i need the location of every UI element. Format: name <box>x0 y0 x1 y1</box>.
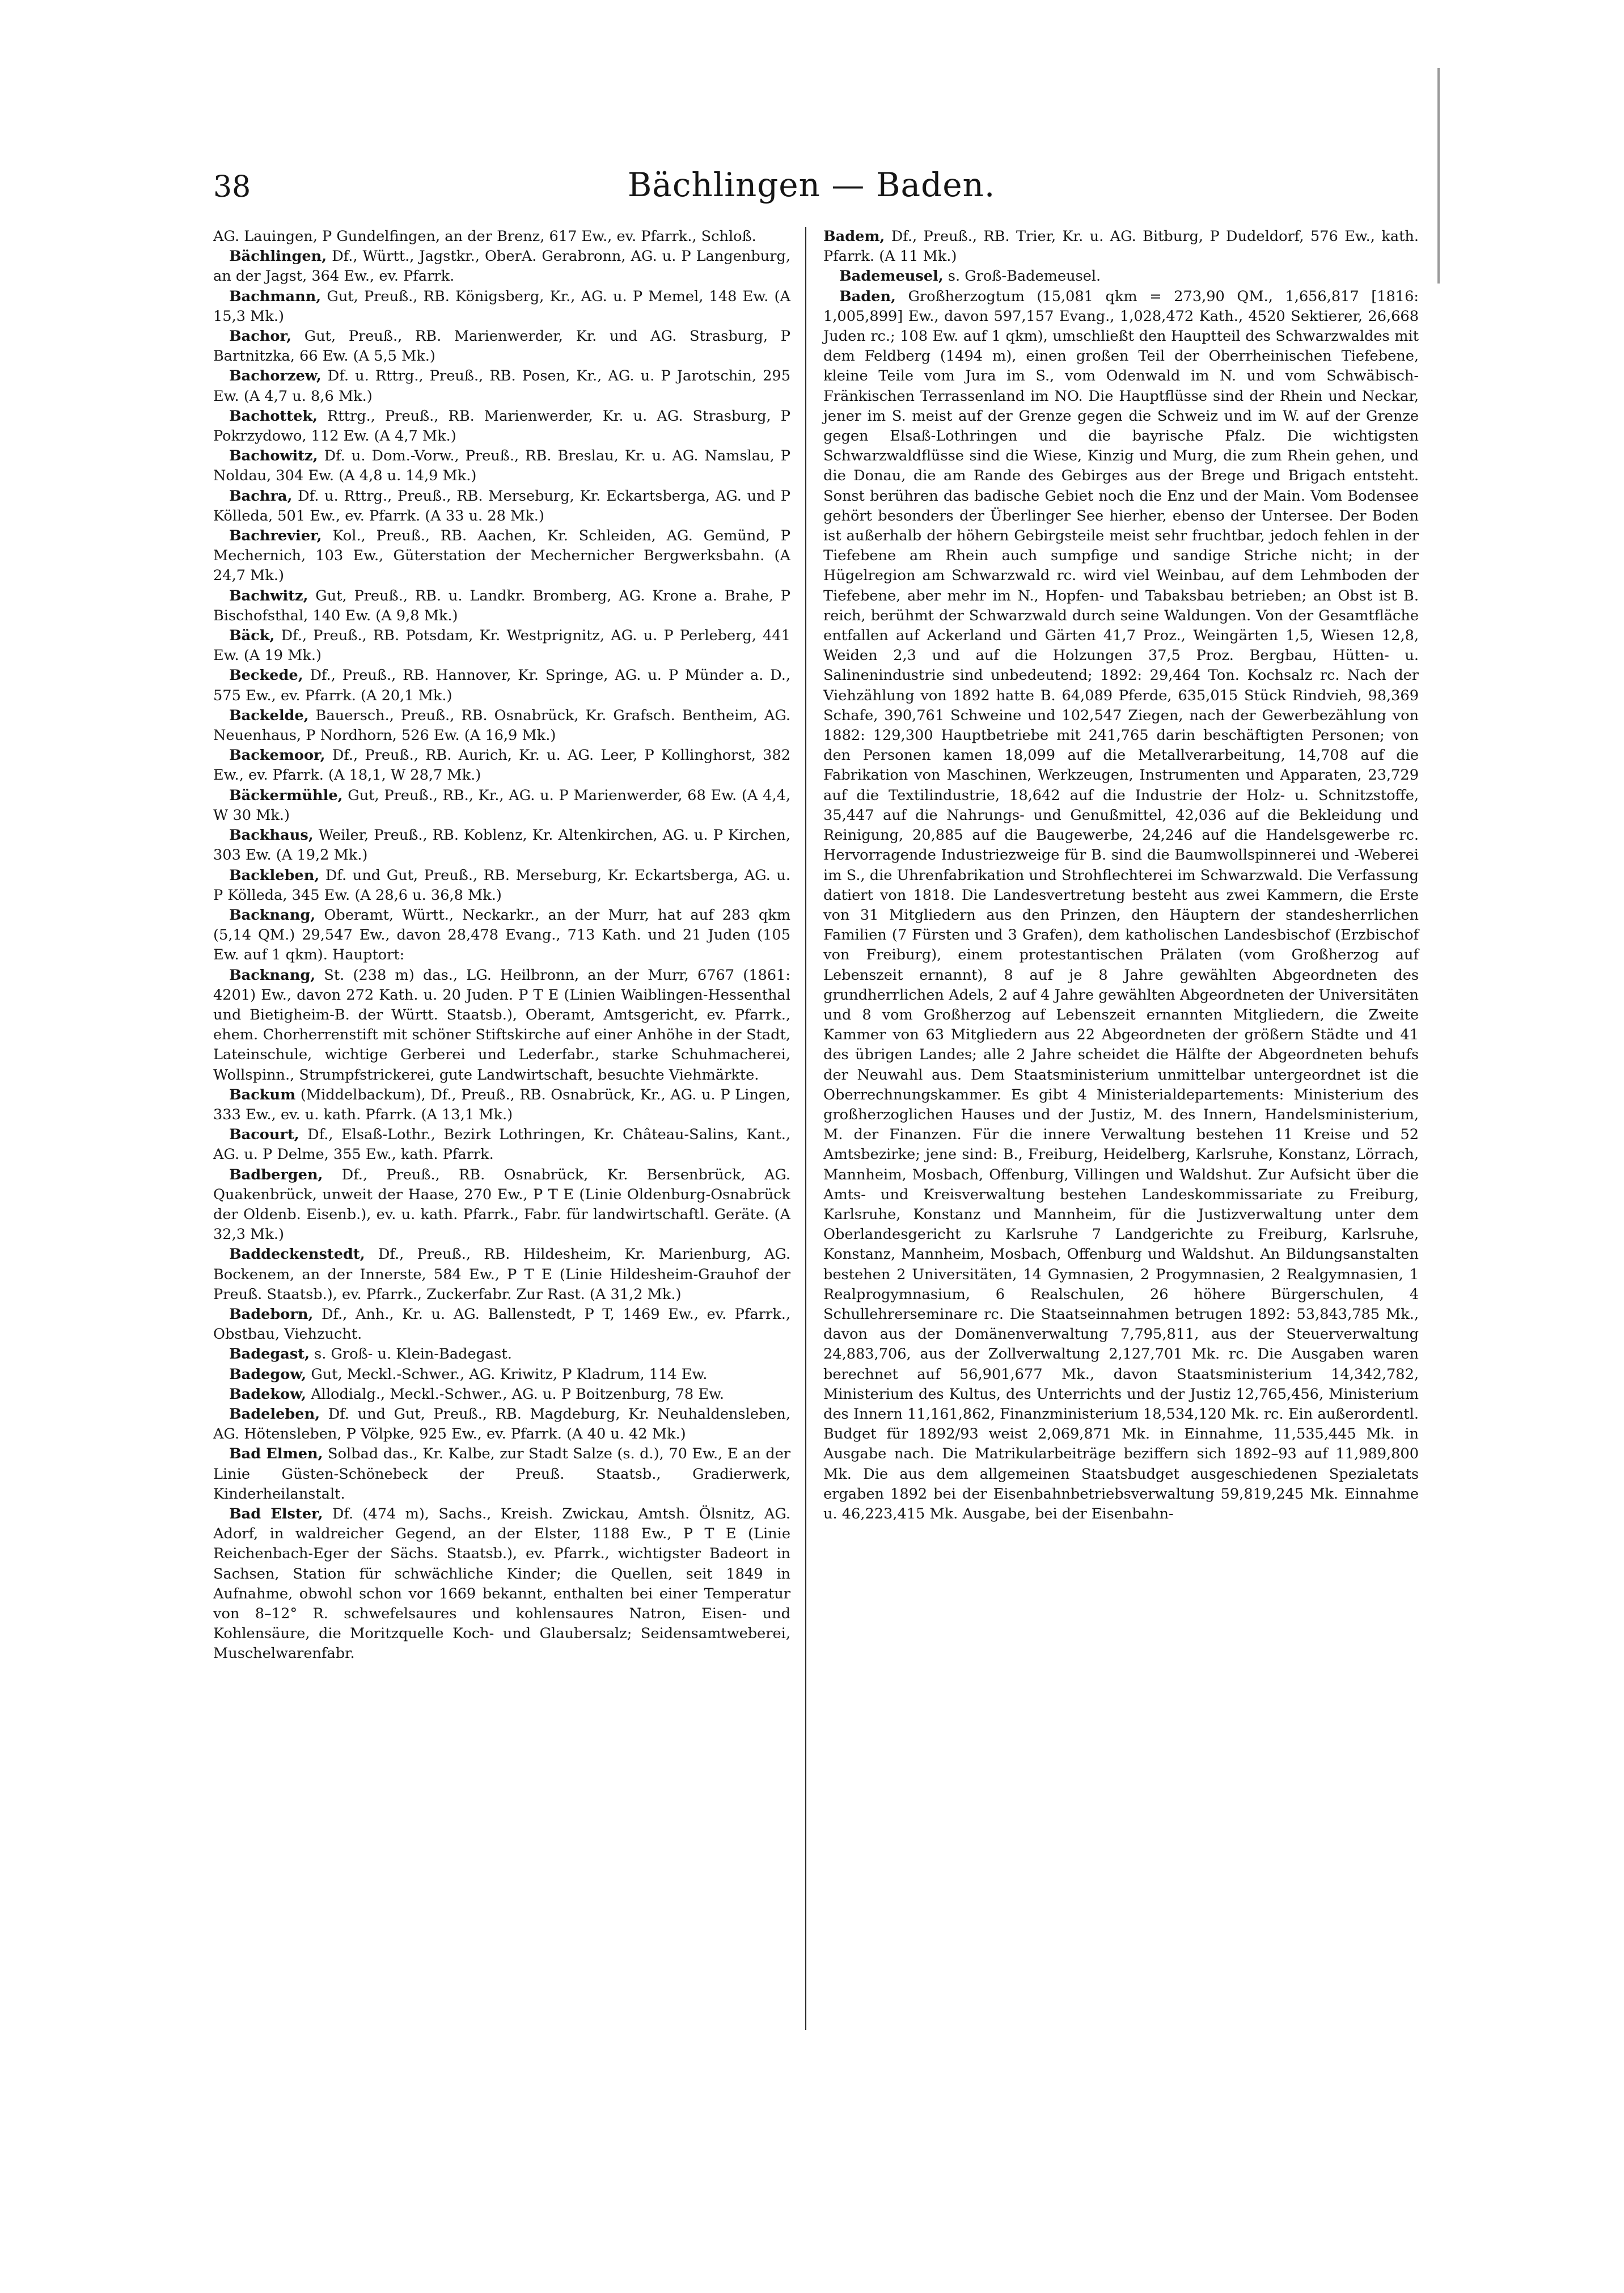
entry-text: Solbad das., Kr. Kalbe, zur Stadt Salze (s. d.), 70 Ew., E an der Linie Güsten-Schönebeck der Preuß. Staatsb., Gradierwerk, Kinderheilanstalt. <box>213 1445 790 1503</box>
dictionary-entry <box>213 706 790 746</box>
entry-headword: Beckede, <box>229 667 303 684</box>
entry-text: Bauersch., Preuß., RB. Osnabrück, Kr. Grafsch. Bentheim, AG. Neuenhaus, P Nordhorn, 526 Ew. (A 16,9 Mk.) <box>213 706 790 744</box>
scan-edge-mark <box>1437 68 1440 284</box>
dictionary-entry <box>213 1365 790 1385</box>
entry-text: Df., Württ., Jagstkr., OberA. Gerabronn, AG. u. P Langenburg, an der Jagst, 364 Ew., ev. Pfarrk. <box>213 248 790 285</box>
entry-text: Df., Preuß., RB. Osnabrück, Kr. Bersenbrück, AG. Quakenbrück, unweit der Haase, 270 Ew., P T E (Linie Oldenburg-Osnabrück der Oldenb. Eisenb.), ev. u. kath. Pfarrk., Fabr. für landwirtschaftl. Geräte. (A 32,3 Mk.) <box>213 1166 790 1243</box>
entry-text: Gut, Preuß., RB., Kr., AG. u. P Marienwerder, 68 Ew. (A 4,4, W 30 Mk.) <box>213 786 790 824</box>
entry-headword: Badeleben, <box>229 1405 320 1423</box>
dictionary-entry <box>213 1305 790 1344</box>
dictionary-entry <box>213 586 790 626</box>
entry-text: Df., Elsaß-Lothr., Bezirk Lothringen, Kr. Château-Salins, Kant., AG. u. P Delme, 355 Ew., kath. Pfarrk. <box>213 1126 790 1164</box>
dictionary-entry <box>213 866 790 906</box>
dictionary-entry <box>213 366 790 406</box>
entry-text: Df., Preuß., RB. Hildesheim, Kr. Marienburg, AG. Bockenem, an der Innerste, 584 Ew., P T E (Linie Hildesheim-Grauhof der Preuß. Staatsb.), ev. Pfarrk., Zuckerfabr. Zur Rast. (A 31,2 Mk.) <box>213 1246 790 1303</box>
entry-headword: Badekow, <box>229 1385 307 1403</box>
entry-text: Df. u. Rttrg., Preuß., RB. Merseburg, Kr. Eckartsberga, AG. und P Kölleda, 501 Ew., ev. Pfarrk. (A 33 u. 28 Mk.) <box>213 487 790 524</box>
entry-text: Df. und Gut, Preuß., RB. Merseburg, Kr. Eckartsberga, AG. u. P Kölleda, 345 Ew. (A 28,6 u. 36,8 Mk.) <box>213 866 790 904</box>
entry-headword: Bademeusel, <box>839 268 944 285</box>
entry-headword: Bachottek, <box>229 407 318 425</box>
dictionary-entry <box>213 1245 790 1305</box>
dictionary-entry <box>213 526 790 586</box>
entry-text: Gut, Meckl.-Schwer., AG. Kriwitz, P Kladrum, 114 Ew. <box>306 1365 708 1383</box>
entry-headword: Bachrevier, <box>229 527 322 545</box>
dictionary-entry <box>213 746 790 785</box>
right-column <box>823 227 1419 2259</box>
dictionary-entry <box>213 786 790 826</box>
entry-headword: Backnang, <box>229 966 316 984</box>
entry-headword: Bachor, <box>229 328 292 345</box>
entry-text: Df. u. Rttrg., Preuß., RB. Posen, Kr., AG. u. P Jarotschin, 295 Ew. (A 4,7 u. 8,6 Mk.) <box>213 367 790 405</box>
entry-text: Rttrg., Preuß., RB. Marienwerder, Kr. u. AG. Strasburg, P Pokrzydowo, 112 Ew. (A 4,7 Mk.) <box>213 407 790 445</box>
entry-headword: Badegow, <box>229 1365 307 1383</box>
dictionary-entry <box>823 227 1419 266</box>
dictionary-entry <box>213 906 790 966</box>
entry-text: Df., Anh., Kr. u. AG. Ballenstedt, P T, 1469 Ew., ev. Pfarrk., Obstbau, Viehzucht. <box>213 1305 790 1343</box>
entry-text: Kol., Preuß., RB. Aachen, Kr. Schleiden, AG. Gemünd, P Mechernich, 103 Ew., Güterstation der Mechernicher Bergwerksbahn. (A 24,7 Mk.) <box>213 527 790 585</box>
entry-text: Weiler, Preuß., RB. Koblenz, Kr. Altenkirchen, AG. u. P Kirchen, 303 Ew. (A 19,2 Mk.) <box>213 827 790 864</box>
entry-text: Allodialg., Meckl.-Schwer., AG. u. P Boitzenburg, 78 Ew. <box>306 1385 725 1403</box>
dictionary-entry <box>213 227 790 247</box>
entry-text: Df., Preuß., RB. Hannover, Kr. Springe, AG. u. P Münder a. D., 575 Ew., ev. Pfarrk. (A 20,1 Mk.) <box>213 667 790 704</box>
dictionary-entry <box>823 266 1419 286</box>
dictionary-entry <box>213 1404 790 1444</box>
entry-headword: Bad Elster, <box>229 1505 323 1522</box>
dictionary-entry <box>213 446 790 486</box>
entry-headword: Bachorzew, <box>229 367 322 385</box>
entry-text: AG. Lauingen, P Gundelfingen, an der Brenz, 617 Ew., ev. Pfarrk., Schloß. <box>213 228 756 245</box>
dictionary-entry <box>213 407 790 446</box>
dictionary-entry <box>213 1344 790 1364</box>
dictionary-entry <box>213 1385 790 1404</box>
entry-headword: Bäck, <box>229 627 275 645</box>
entry-text: s. Groß- u. Klein-Badegast. <box>310 1346 512 1363</box>
entry-headword: Backhaus, <box>229 827 314 844</box>
dictionary-entry <box>213 1444 790 1504</box>
entry-text: s. Groß-Bademeusel. <box>943 268 1101 285</box>
column-divider <box>805 227 806 2030</box>
entry-headword: Badegast, <box>229 1346 310 1363</box>
entry-headword: Badem, <box>823 228 885 245</box>
entry-headword: Backum <box>229 1086 296 1103</box>
dictionary-entry <box>213 966 790 1085</box>
dictionary-entry <box>213 666 790 705</box>
dictionary-entry <box>213 1165 790 1245</box>
dictionary-entry <box>213 486 790 526</box>
entry-text: Gut, Preuß., RB. Marienwerder, Kr. und AG. Strasburg, P Bartnitzka, 66 Ew. (A 5,5 Mk.) <box>213 328 790 365</box>
entry-text: Df. und Gut, Preuß., RB. Magdeburg, Kr. Neuhaldensleben, AG. Hötensleben, P Völpke, 925 Ew., ev. Pfarrk. (A 40 u. 42 Mk.) <box>213 1405 790 1443</box>
entry-headword: Badeborn, <box>229 1305 314 1323</box>
entry-text: Großherzogtum (15,081 qkm = 273,90 QM., 1,656,817 [1816: 1,005,899] Ew., davon 597,157 Evang., 1,028,472 Kath., 4520 Sektierer, 26,668 Juden rc.; 108 Ew. auf 1 qkm), umschließt den Hauptteil des Schwarzwaldes mit dem Feldberg (1494 m), einen großen Teil der Oberrheinischen Tiefebene, kleine Teile vom Jura im S., vom Odenwald im N. und vom Schwäbisch-Fränkischen Terrassenland im NO. Die Hauptflüsse sind der Rhein und Neckar, jener im S. meist auf der Grenze gegen die Schweiz und im W. auf der Grenze gegen Elsaß-Lothringen und die bayrische Pfalz. Die wichtigsten Schwarzwaldflüsse sind die Wiese, Kinzig und Murg, die zum Rhein gehen, und die Donau, die am Rande des Gebirges aus der Brege und Brigach entsteht. Sonst berühren das badische Gebiet noch die Enz und der Main. Vom Bodensee gehört besonders der Überlinger See hierher, ebenso der Untersee. Der Boden ist außerhalb der höhern Gebirgsteile meist sehr fruchtbar, jedoch fehlen in der Tiefebene am Rhein auch sumpfige und sandige Striche nicht; in der Hügelregion am Schwarzwald rc. wird viel Weinbau, auf dem Lehmboden der Tiefebene, aber mehr im N., Hopfen- und Tabaksbau betrieben; an Obst ist B. reich, berühmt der Schwarzwald durch seine Waldungen. Von der Gesamtfläche entfallen auf Ackerland und Gärten 41,7 Proz., Weingärten 1,5, Wiesen 12,8, Weiden 2,3 und auf die Holzungen 37,5 Proz. Bergbau, Hütten- u. Salinenindustrie sind unbedeutend; 1892: 29,464 Ton. Kochsalz rc. Nach der Viehzählung von 1892 hatte B. 64,089 Pferde, 635,015 Stück Rindvieh, 98,369 Schafe, 390,761 Schweine und 102,547 Ziegen, nach der Gewerbezählung von 1882: 129,300 Hauptbetriebe mit 241,765 darin beschäftigten Personen; von den Personen kamen 18,099 auf die Metallverarbeitung, 14,708 auf die Fabrikation von Maschinen, Werkzeugen, Instrumenten und Apparaten, 23,729 auf die Textilindustrie, 18,642 auf die Industrie der Holz- u. Schnitzstoffe, 35,447 auf die Nahrungs- und Genußmittel, 42,036 auf die Bekleidung und Reinigung, 20,885 auf die Baugewerbe, 24,246 auf die Handelsgewerbe rc. Hervorragende Industriezweige für B. sind die Baumwollspinnerei und -Weberei im S., die Uhrenfabrikation und Strohflechterei im Schwarzwald. Die Verfassung datiert von 1818. Die Landesvertretung besteht aus zwei Kammern, die Erste von 31 Mitgliedern aus den Prinzen, den Häuptern der standesherrlichen Familien (7 Fürsten und 3 Grafen), dem katholischen Landesbischof (Erzbischof von Freiburg), einem protestantischen Prälaten (vom Großherzog auf Lebenszeit ernannt), 8 auf je 8 Jahre gewählten Abgeordneten des grundherrlichen Adels, 2 auf 4 Jahre gewählten Abgeordneten der Universitäten und 8 vom Großherzog auf Lebenszeit ernannten Mitgliedern, die Zweite Kammer von 63 Mitgliedern aus 22 Abgeordneten der größern Städte und 41 des übrigen Landes; alle 2 Jahre scheidet die Hälfte der Abgeordneten behufs der Neuwahl aus. Dem Staatsministerium unmittelbar untergeordnet ist die Oberrechnungskammer. Es gibt 4 Ministerialdepartements: Ministerium des großherzoglichen Hauses und der Justiz, M. des Innern, Handelsministerium, M. der Finanzen. Für die innere Verwaltung bestehen 11 Kreise und 52 Amtsbezirke; jene sind: B., Freiburg, Heidelberg, Karlsruhe, Konstanz, Lörrach, Mannheim, Mosbach, Offenburg, Villingen und Waldshut. Zur Aufsicht über die Amts- und Kreisverwaltung bestehen Landeskommissariate zu Freiburg, Karlsruhe, Konstanz und Mannheim, für die Justizverwaltung unter dem Oberlandesgericht zu Karlsruhe 7 Landgerichte zu Freiburg, Karlsruhe, Konstanz, Mannheim, Mosbach, Offenburg und Waldshut. An Bildungsanstalten bestehen 2 Universitäten, 14 Gymnasien, 2 Progymnasien, 2 Realgymnasien, 1 Realprogymnasium, 6 Realschulen, 26 höhere Bürgerschulen, 4 Schullehrerseminare rc. Die Staatseinnahmen betrugen 1892: 53,843,785 Mk., davon aus der Domänenverwaltung 7,795,811, aus der Steuerverwaltung 24,883,706, aus der Zollverwaltung 2,127,701 Mk. rc. Die Ausgaben waren berechnet auf 56,901,677 Mk., davon Staatsministerium 14,342,782, Ministerium des Kultus, des Unterrichts und der Justiz 12,765,456, Ministerium des Innern 11,161,862, Finanzministerium 18,534,120 Mk. rc. Ein außerordentl. Budget für 1892/93 weist 2,069,871 Mk. in Einnahme, 11,535,445 Mk. in Ausgabe nach. Die Matrikularbeiträge beziffern sich 1892–93 auf 11,989,800 Mk. Die aus dem allgemeinen Staatsbudget ausgeschiedenen Spezialetats ergaben 1892 bei der Eisenbahnbetriebsverwaltung 59,819,245 Mk. Einnahme u. 46,223,415 Mk. Ausgabe, bei der Eisenbahn- <box>823 287 1419 1522</box>
dictionary-entry <box>213 1504 790 1664</box>
page-number: 38 <box>213 170 251 204</box>
dictionary-entry <box>213 327 790 366</box>
entry-text: Df., Preuß., RB. Trier, Kr. u. AG. Bitburg, P Dudeldorf, 576 Ew., kath. Pfarrk. (A 11 Mk.) <box>823 228 1419 265</box>
dictionary-entry <box>213 626 790 666</box>
running-head: Bächlingen — Baden. <box>627 166 996 204</box>
entry-headword: Backemoor, <box>229 747 325 764</box>
entry-text: Gut, Preuß., RB. u. Landkr. Bromberg, AG. Krone a. Brahe, P Bischofsthal, 140 Ew. (A 9,8 Mk.) <box>213 587 790 624</box>
entry-headword: Backelde, <box>229 706 309 724</box>
dictionary-entry <box>213 247 790 286</box>
entry-text: (Middelbackum), Df., Preuß., RB. Osnabrück, Kr., AG. u. P Lingen, 333 Ew., ev. u. kath. Pfarrk. (A 13,1 Mk.) <box>213 1086 790 1123</box>
dictionary-entry <box>213 826 790 865</box>
entry-text: Df. (474 m), Sachs., Kreish. Zwickau, Amtsh. Ölsnitz, AG. Adorf, in waldreicher Gegend, an der Elster, 1188 Ew., P T E (Linie Reichenbach-Eger der Sächs. Staatsb.), ev. Pfarrk., wichtigster Badeort in Sachsen, Station für schwächliche Kinder; die Quellen, seit 1849 in Aufnahme, obwohl schon vor 1669 bekannt, enthalten bei einer Temperatur von 8–12° R. schwefelsaures und kohlensaures Natron, Eisen- und Kohlensäure, die Moritzquelle Koch- und Glaubersalz; Seidensamtweberei, Muschelwarenfabr. <box>213 1505 790 1662</box>
entry-text: Df., Preuß., RB. Aurich, Kr. u. AG. Leer, P Kollinghorst, 382 Ew., ev. Pfarrk. (A 18,1, W 28,7 Mk.) <box>213 747 790 784</box>
entry-headword: Bachwitz, <box>229 587 308 604</box>
entry-headword: Bacourt, <box>229 1126 299 1144</box>
dictionary-entry <box>213 1085 790 1125</box>
entry-text: Gut, Preuß., RB. Königsberg, Kr., AG. u. P Memel, 148 Ew. (A 15,3 Mk.) <box>213 287 790 325</box>
dictionary-entry <box>213 287 790 327</box>
entry-headword: Bäckermühle, <box>229 786 343 804</box>
entry-text: Oberamt, Württ., Neckarkr., an der Murr, hat auf 283 qkm (5,14 QM.) 29,547 Ew., davon 28,478 Evang., 713 Kath. und 21 Juden (105 Ew. auf 1 qkm). Hauptort: <box>213 906 790 964</box>
entry-headword: Backnang, <box>229 906 316 924</box>
dictionary-entry <box>823 287 1419 1525</box>
entry-headword: Bad Elmen, <box>229 1445 323 1463</box>
entry-headword: Baddeckenstedt, <box>229 1246 365 1263</box>
entry-headword: Backleben, <box>229 866 320 884</box>
entry-headword: Bachra, <box>229 487 293 505</box>
entry-headword: Badbergen, <box>229 1166 323 1183</box>
entry-headword: Bachmann, <box>229 287 322 305</box>
entry-text: St. (238 m) das., LG. Heilbronn, an der Murr, 6767 (1861: 4201) Ew., davon 272 Kath. u. 20 Juden. P T E (Linien Waiblingen-Hessenthal und Bietigheim-B. der Württ. Staatsb.), Oberamt, Amtsgericht, ev. Pfarrk., ehem. Chorherrenstift mit schöner Stiftskirche auf einer Anhöhe in der Stadt, Lateinschule, wichtige Gerberei und Lederfabr., starke Schuhmacherei, Wollspinn., Strumpfstrickerei, gute Landwirtschaft, besuchte Viehmärkte. <box>213 966 790 1084</box>
left-column <box>213 227 790 2259</box>
entry-text: Df., Preuß., RB. Potsdam, Kr. Westprignitz, AG. u. P Perleberg, 441 Ew. (A 19 Mk.) <box>213 627 790 665</box>
entry-text: Df. u. Dom.-Vorw., Preuß., RB. Breslau, Kr. u. AG. Namslau, P Noldau, 304 Ew. (A 4,8 u. 14,9 Mk.) <box>213 447 790 485</box>
entry-headword: Bächlingen, <box>229 248 327 265</box>
dictionary-entry <box>213 1125 790 1165</box>
entry-headword: Bachowitz, <box>229 447 318 465</box>
entry-headword: Baden, <box>839 287 896 305</box>
page-header <box>213 166 1410 217</box>
